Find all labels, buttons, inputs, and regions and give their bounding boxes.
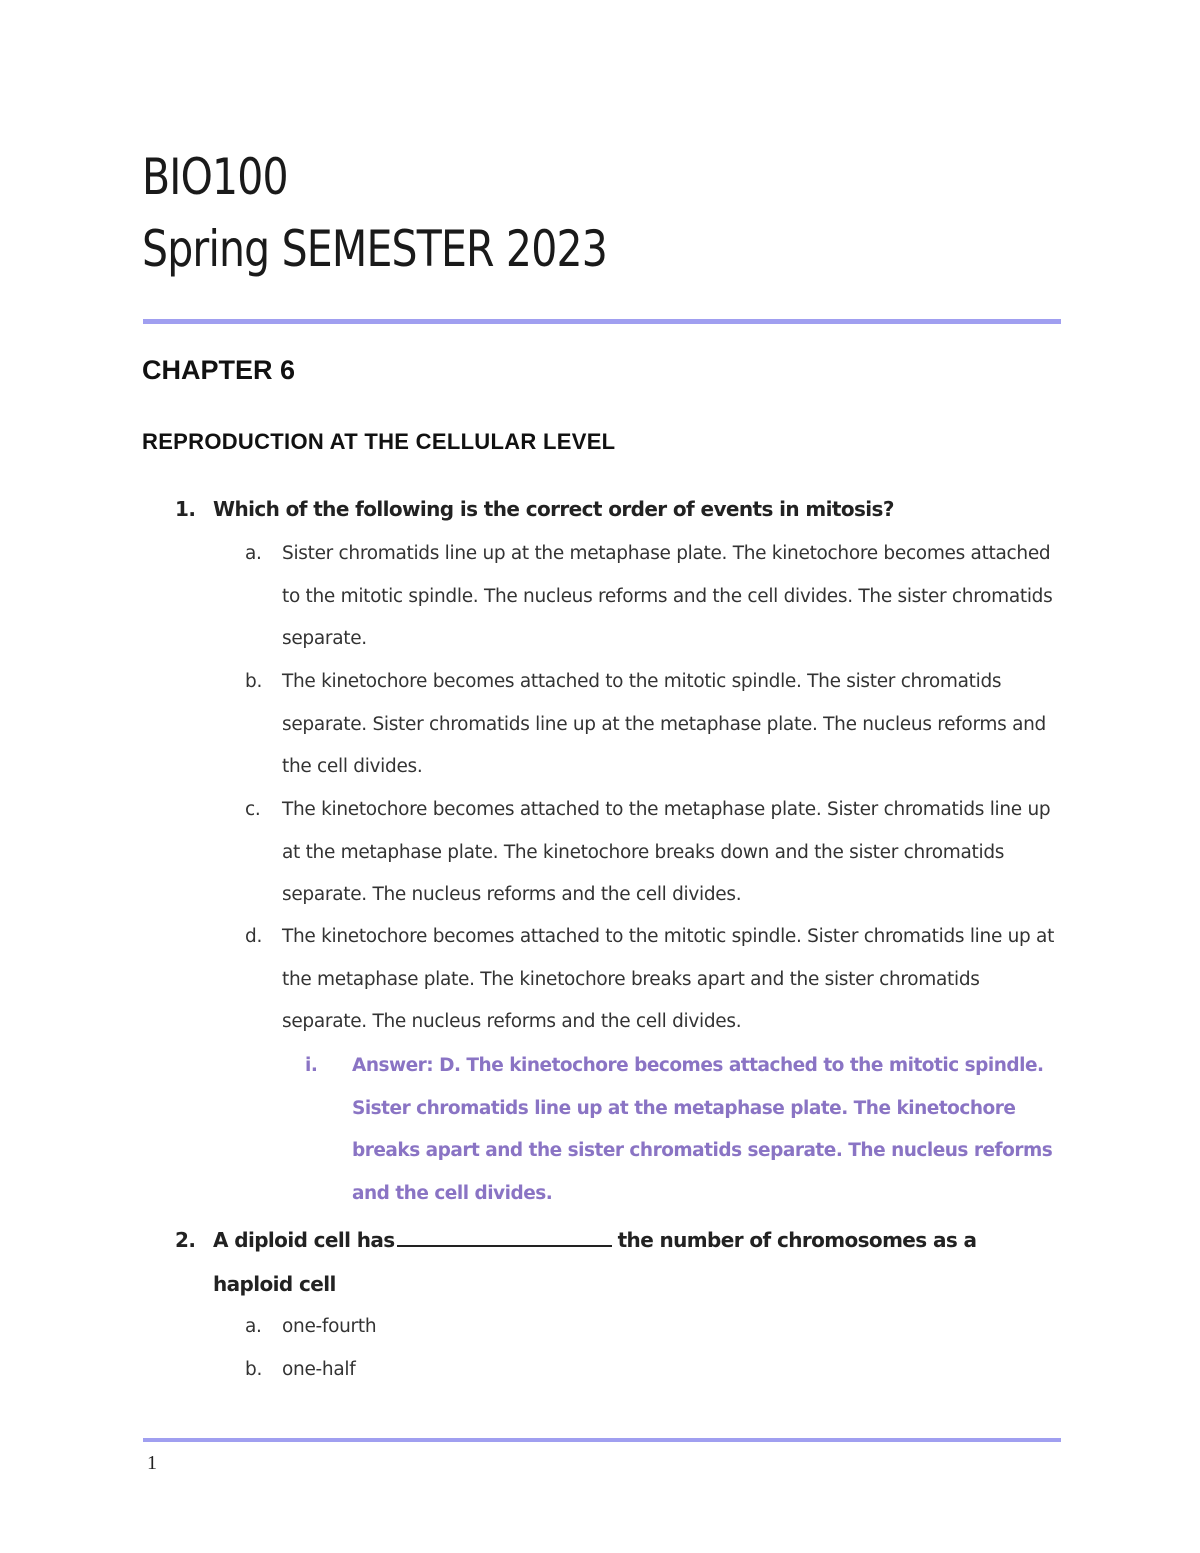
- option-letter: a.: [245, 543, 262, 564]
- question-1: [175, 497, 894, 521]
- page-number: 1: [147, 1452, 157, 1474]
- header-divider: [143, 319, 1061, 324]
- option-d: [245, 916, 1065, 1044]
- option-text: The kinetochore becomes attached to the metaphase plate. Sister chromatids line up at the metaphase plate. The kinetochore breaks down and the sister chromatids separate. The nucleus reforms and the cell divides.: [282, 799, 1051, 905]
- semester-title: Spring SEMESTER 2023: [142, 220, 607, 278]
- course-title: BIO100: [142, 148, 288, 206]
- question-text-after: the number of chromosomes as a: [617, 1228, 977, 1252]
- option-text: one-fourth: [282, 1316, 377, 1337]
- option-letter: a.: [245, 1316, 262, 1337]
- option-a: [245, 1306, 1065, 1349]
- answer-1: [305, 1045, 1065, 1215]
- question-2: [175, 1227, 976, 1252]
- fill-in-blank: [397, 1227, 612, 1247]
- option-letter: b.: [245, 671, 263, 692]
- answer-text: Answer: D. The kinetochore becomes attached to the mitotic spindle. Sister chromatids line up at the metaphase plate. The kinetochore breaks apart and the sister chromatids separate. The nucleus reforms and the cell divides.: [352, 1055, 1053, 1204]
- answer-marker: i.: [305, 1055, 318, 1076]
- option-a: [245, 533, 1065, 661]
- question-number: 1.: [175, 497, 196, 521]
- option-letter: d.: [245, 926, 263, 947]
- option-letter: b.: [245, 1359, 263, 1380]
- chapter-heading: CHAPTER 6: [142, 355, 296, 385]
- footer-divider: [143, 1438, 1061, 1442]
- option-letter: c.: [245, 799, 261, 820]
- question-text: Which of the following is the correct order of events in mitosis?: [213, 497, 894, 521]
- question-number: 2.: [175, 1228, 196, 1252]
- option-text: The kinetochore becomes attached to the mitotic spindle. Sister chromatids line up at the metaphase plate. The kinetochore breaks apart and the sister chromatids separate. The nucleus reforms and the cell divides.: [282, 926, 1055, 1032]
- option-text: The kinetochore becomes attached to the mitotic spindle. The sister chromatids separate. Sister chromatids line up at the metaphase plate. The nucleus reforms and the cell divides.: [282, 671, 1046, 777]
- option-text: Sister chromatids line up at the metaphase plate. The kinetochore becomes attached to the mitotic spindle. The nucleus reforms and the cell divides. The sister chromatids separate.: [282, 543, 1053, 649]
- question-text-before: A diploid cell has: [213, 1228, 395, 1252]
- option-text: one-half: [282, 1359, 356, 1380]
- option-b: [245, 1349, 1065, 1392]
- option-b: [245, 661, 1065, 789]
- chapter-subtitle: REPRODUCTION AT THE CELLULAR LEVEL: [142, 429, 616, 454]
- option-c: [245, 789, 1065, 917]
- question-2-line2: haploid cell: [213, 1272, 336, 1296]
